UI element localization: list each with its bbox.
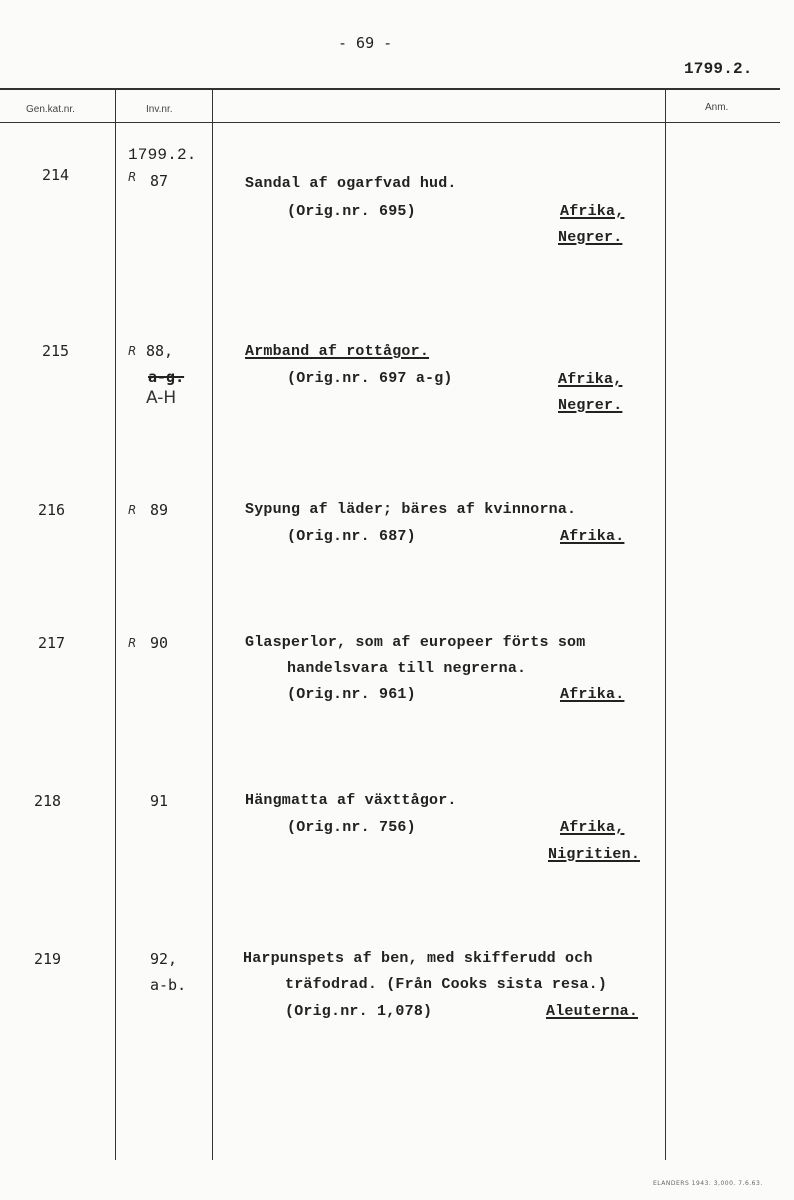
orig-number: (Orig.nr. 756) xyxy=(287,819,416,836)
orig-number: (Orig.nr. 695) xyxy=(287,203,416,220)
gen-kat-number: 215 xyxy=(42,342,70,360)
header-bottom-rule xyxy=(0,122,780,123)
handwritten-mark: R xyxy=(128,503,137,517)
description-line: Glasperlor, som af europeer förts som xyxy=(245,634,586,651)
inventory-number: 92, xyxy=(150,950,178,968)
orig-number: (Orig.nr. 687) xyxy=(287,528,416,545)
orig-number: (Orig.nr. 697 a-g) xyxy=(287,370,453,387)
handwritten-mark: R xyxy=(128,170,137,184)
description-line: Harpunspets af ben, med skifferudd och xyxy=(243,950,593,967)
printer-imprint: ELANDERS 1943. 3,000. 7.6.63. xyxy=(653,1180,763,1187)
description-line: Sypung af läder; bäres af kvinnorna. xyxy=(245,501,577,518)
place-primary: Afrika. xyxy=(560,686,625,703)
description-line: handelsvara till negrerna. xyxy=(287,660,527,677)
column-divider-anm xyxy=(665,88,666,1160)
place-primary: Afrika, xyxy=(558,371,623,388)
column-header-anm: Anm. xyxy=(705,102,729,113)
column-header-gen-kat: Gen.kat.nr. xyxy=(26,104,75,115)
gen-kat-number: 218 xyxy=(34,792,62,810)
description-line: Hängmatta af växttågor. xyxy=(245,792,457,809)
column-header-inv: Inv.nr. xyxy=(146,104,173,115)
inventory-number: 90 xyxy=(150,634,169,652)
column-divider-gen xyxy=(115,88,116,1160)
header-top-rule xyxy=(0,88,780,90)
inventory-number: 89 xyxy=(150,501,169,519)
inventory-number: 88, xyxy=(146,342,174,360)
inventory-number: 91 xyxy=(150,792,169,810)
inventory-suffix-struck: a-g. xyxy=(148,368,185,386)
gen-kat-number: 217 xyxy=(38,634,66,652)
place-primary: Aleuterna. xyxy=(546,1003,639,1020)
series-reference: 1799.2. xyxy=(128,146,197,164)
page-reference: 1799.2. xyxy=(684,60,753,78)
description-line: Sandal af ogarfvad hud. xyxy=(245,175,457,192)
inventory-number: 87 xyxy=(150,172,169,190)
place-secondary: Negrer. xyxy=(558,229,623,246)
place-secondary: Negrer. xyxy=(558,397,623,414)
place-secondary: Nigritien. xyxy=(548,846,641,863)
page-number: - 69 - xyxy=(338,34,393,52)
place-primary: Afrika. xyxy=(560,528,625,545)
description-line: träfodrad. (Från Cooks sista resa.) xyxy=(285,976,608,993)
orig-number: (Orig.nr. 1,078) xyxy=(285,1003,433,1020)
handwritten-mark: R xyxy=(128,636,137,650)
handwritten-mark: R xyxy=(128,344,137,358)
place-primary: Afrika, xyxy=(560,203,625,220)
inventory-suffix: a-b. xyxy=(150,976,187,994)
place-primary: Afrika, xyxy=(560,819,625,836)
gen-kat-number: 216 xyxy=(38,501,66,519)
description-line: Armband af rottågor. xyxy=(245,343,430,360)
gen-kat-number: 219 xyxy=(34,950,62,968)
inventory-suffix-handwritten: A-H xyxy=(146,388,177,408)
column-divider-inv xyxy=(212,88,213,1160)
gen-kat-number: 214 xyxy=(42,166,70,184)
orig-number: (Orig.nr. 961) xyxy=(287,686,416,703)
